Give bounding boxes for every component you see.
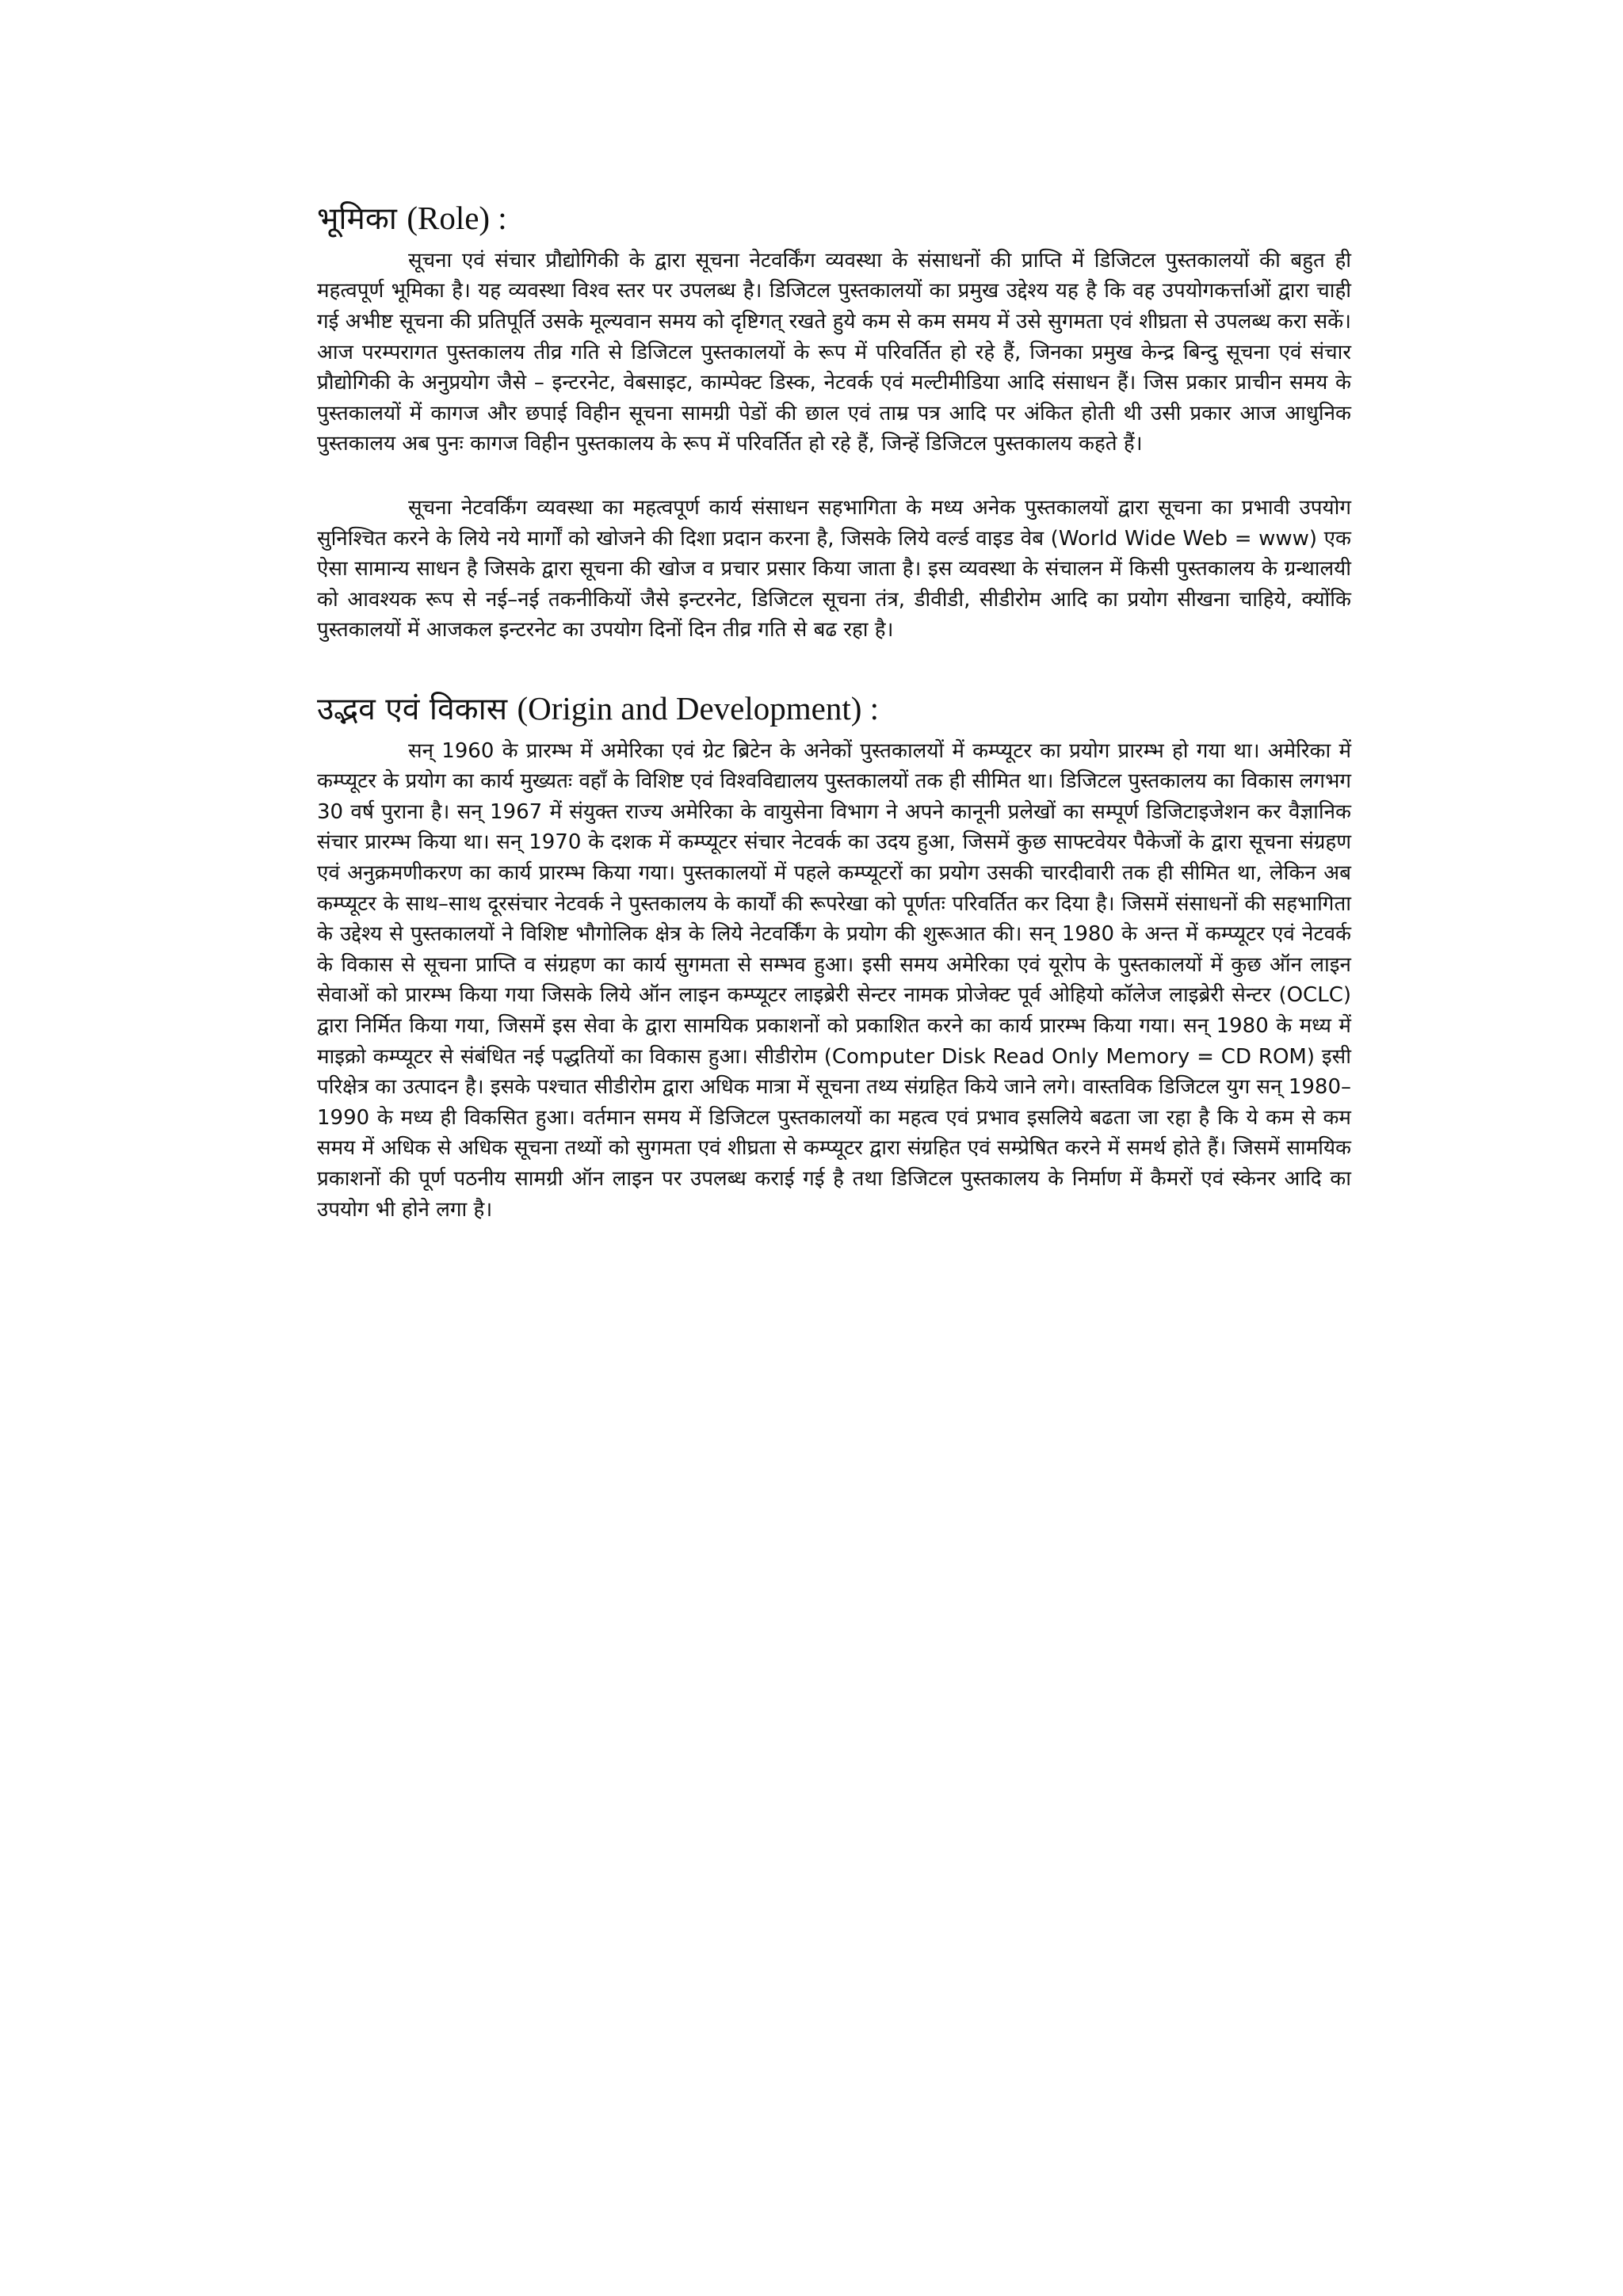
- document-page: [317, 198, 1351, 1225]
- heading-english: (Role) :: [407, 200, 507, 236]
- heading-english: (Origin and Development) :: [517, 689, 880, 727]
- section-heading-origin: [317, 688, 1351, 730]
- section-heading-role: [317, 198, 1351, 239]
- paragraph-gap: [317, 460, 1351, 493]
- heading-hindi: उद्भव एवं विकास: [317, 691, 508, 727]
- heading-hindi: भूमिका: [317, 201, 397, 237]
- paragraph: सन् 1960 के प्रारम्भ में अमेरिका एवं ग्रेट ब्रिटेन के अनेकों पुस्तकालयों में कम्प्यूटर का प्रयोग प्रारम्भ हो गया था। अमेरिका में कम्प्यूटर के प्रयोग का कार्य मुख्यतः वहाँ के विशिष्ट एवं विश्वविद्यालय पुस्तकालयों तक ही सीमित था। डिजिटल पुस्तकालय का विकास लगभग 30 वर्ष पुराना है। सन् 1967 में संयुक्त राज्य अमेरिका के वायुसेना विभाग ने अपने कानूनी प्रलेखों का सम्पूर्ण डिजिटाइजेशन कर वैज्ञानिक संचार प्रारम्भ किया था। सन् 1970 के दशक में कम्प्यूटर संचार नेटवर्क का उदय हुआ, जिसमें कुछ साफ्टवेयर पैकेजों के द्वारा सूचना संग्रहण एवं अनुक्रमणीकरण का कार्य प्रारम्भ किया गया। पुस्तकालयों में पहले कम्प्यूटरों का प्रयोग उसकी चारदीवारी तक ही सीमित था, लेकिन अब कम्प्यूटर के साथ–साथ दूरसंचार नेटवर्क ने पुस्तकालय के कार्यों की रूपरेखा को पूर्णतः परिवर्तित कर दिया है। जिसमें संसाधनों की सहभागिता के उद्देश्य से पुस्तकालयों ने विशिष्ट भौगोलिक क्षेत्र के लिये नेटवर्किंग के प्रयोग की शुरूआत की। सन् 1980 के अन्त में कम्प्यूटर एवं नेटवर्क के विकास से सूचना प्राप्ति व संग्रहण का कार्य सुगमता से सम्भव हुआ। इसी समय अमेरिका एवं यूरोप के पुस्तकालयों में कुछ ऑन लाइन सेवाओं को प्रारम्भ किया गया जिसके लिये ऑन लाइन कम्प्यूटर लाइब्रेरी सेन्टर नामक प्रोजेक्ट पूर्व ओहियो कॉलेज लाइब्रेरी सेन्टर (OCLC) द्वारा निर्मित किया गया, जिसमें इस सेवा के द्वारा सामयिक प्रकाशनों को प्रकाशित करने का कार्य प्रारम्भ किया गया। सन् 1980 के मध्य में माइक्रो कम्प्यूटर से संबंधित नई पद्धतियों का विकास हुआ। सीडीरोम (Computer Disk Read Only Memory = CD ROM) इसी परिक्षेत्र का उत्पादन है। इसके पश्चात सीडीरोम द्वारा अधिक मात्रा में सूचना तथ्य संग्रहित किये जाने लगे। वास्तविक डिजिटल युग सन् 1980–1990 के मध्य ही विकसित हुआ। वर्तमान समय में डिजिटल पुस्तकालयों का महत्व एवं प्रभाव इसलिये बढता जा रहा है कि ये कम से कम समय में अधिक से अधिक सूचना तथ्यों को सुगमता एवं शीघ्रता से कम्प्यूटर द्वारा संग्रहित एवं सम्प्रेषित करने में समर्थ होते हैं। जिसमें सामयिक प्रकाशनों की पूर्ण पठनीय सामग्री ऑन लाइन पर उपलब्ध कराई गई है तथा डिजिटल पुस्तकालय के निर्माण में कैमरों एवं स्केनर आदि का उपयोग भी होने लगा है।: [317, 738, 1351, 1222]
- paragraph: सूचना नेटवर्किंग व्यवस्था का महत्वपूर्ण कार्य संसाधन सहभागिता के मध्य अनेक पुस्तकालयों द्वारा सूचना का प्रभावी उपयोग सुनिश्चित करने के लिये नये मार्गों को खोजने की दिशा प्रदान करना है, जिसके लिये वर्ल्ड वाइड वेब (World Wide Web = www) एक ऐसा सामान्य साधन है जिसके द्वारा सूचना की खोज व प्रचार प्रसार किया जाता है। इस व्यवस्था के संचालन में किसी पुस्तकालय के ग्रन्थालयी को आवश्यक रूप से नई–नई तकनीकियों जैसे इन्टरनेट, डिजिटल सूचना तंत्र, डीवीडी, सीडीरोम आदि का प्रयोग सीखना चाहिये, क्योंकि पुस्तकालयों में आजकल इन्टरनेट का उपयोग दिनों दिन तीव्र गति से बढ रहा है।: [317, 495, 1351, 643]
- section-gap: [317, 646, 1351, 688]
- paragraph: सूचना एवं संचार प्रौद्योगिकी के द्वारा सूचना नेटवर्किंग व्यवस्था के संसाधनों की प्राप्ति में डिजिटल पुस्तकालयों की बहुत ही महत्वपूर्ण भूमिका है। यह व्यवस्था विश्व स्तर पर उपलब्ध है। डिजिटल पुस्तकालयों का प्रमुख उद्देश्य यह है कि वह उपयोगकर्त्ताओं द्वारा चाही गई अभीष्ट सूचना की प्रतिपूर्ति उसके मूल्यवान समय को दृष्टिगत् रखते हुये कम से कम समय में उसे सुगमता एवं शीघ्रता से उपलब्ध करा सकें। आज परम्परागत पुस्तकालय तीव्र गति से डिजिटल पुस्तकालयों के रूप में परिवर्तित हो रहे हैं, जिनका प्रमुख केन्द्र बिन्दु सूचना एवं संचार प्रौद्योगिकी के अनुप्रयोग जैसे – इन्टरनेट, वेबसाइट, काम्पेक्ट डिस्क, नेटवर्क एवं मल्टीमीडिया आदि संसाधन हैं। जिस प्रकार प्राचीन समय के पुस्तकालयों में कागज और छपाई विहीन सूचना सामग्री पेडों की छाल एवं ताम्र पत्र आदि पर अंकित होती थी उसी प्रकार आज आधुनिक पुस्तकालय अब पुनः कागज विहीन पुस्तकालय के रूप में परिवर्तित हो रहे हैं, जिन्हें डिजिटल पुस्तकालय कहते हैं।: [317, 248, 1351, 456]
